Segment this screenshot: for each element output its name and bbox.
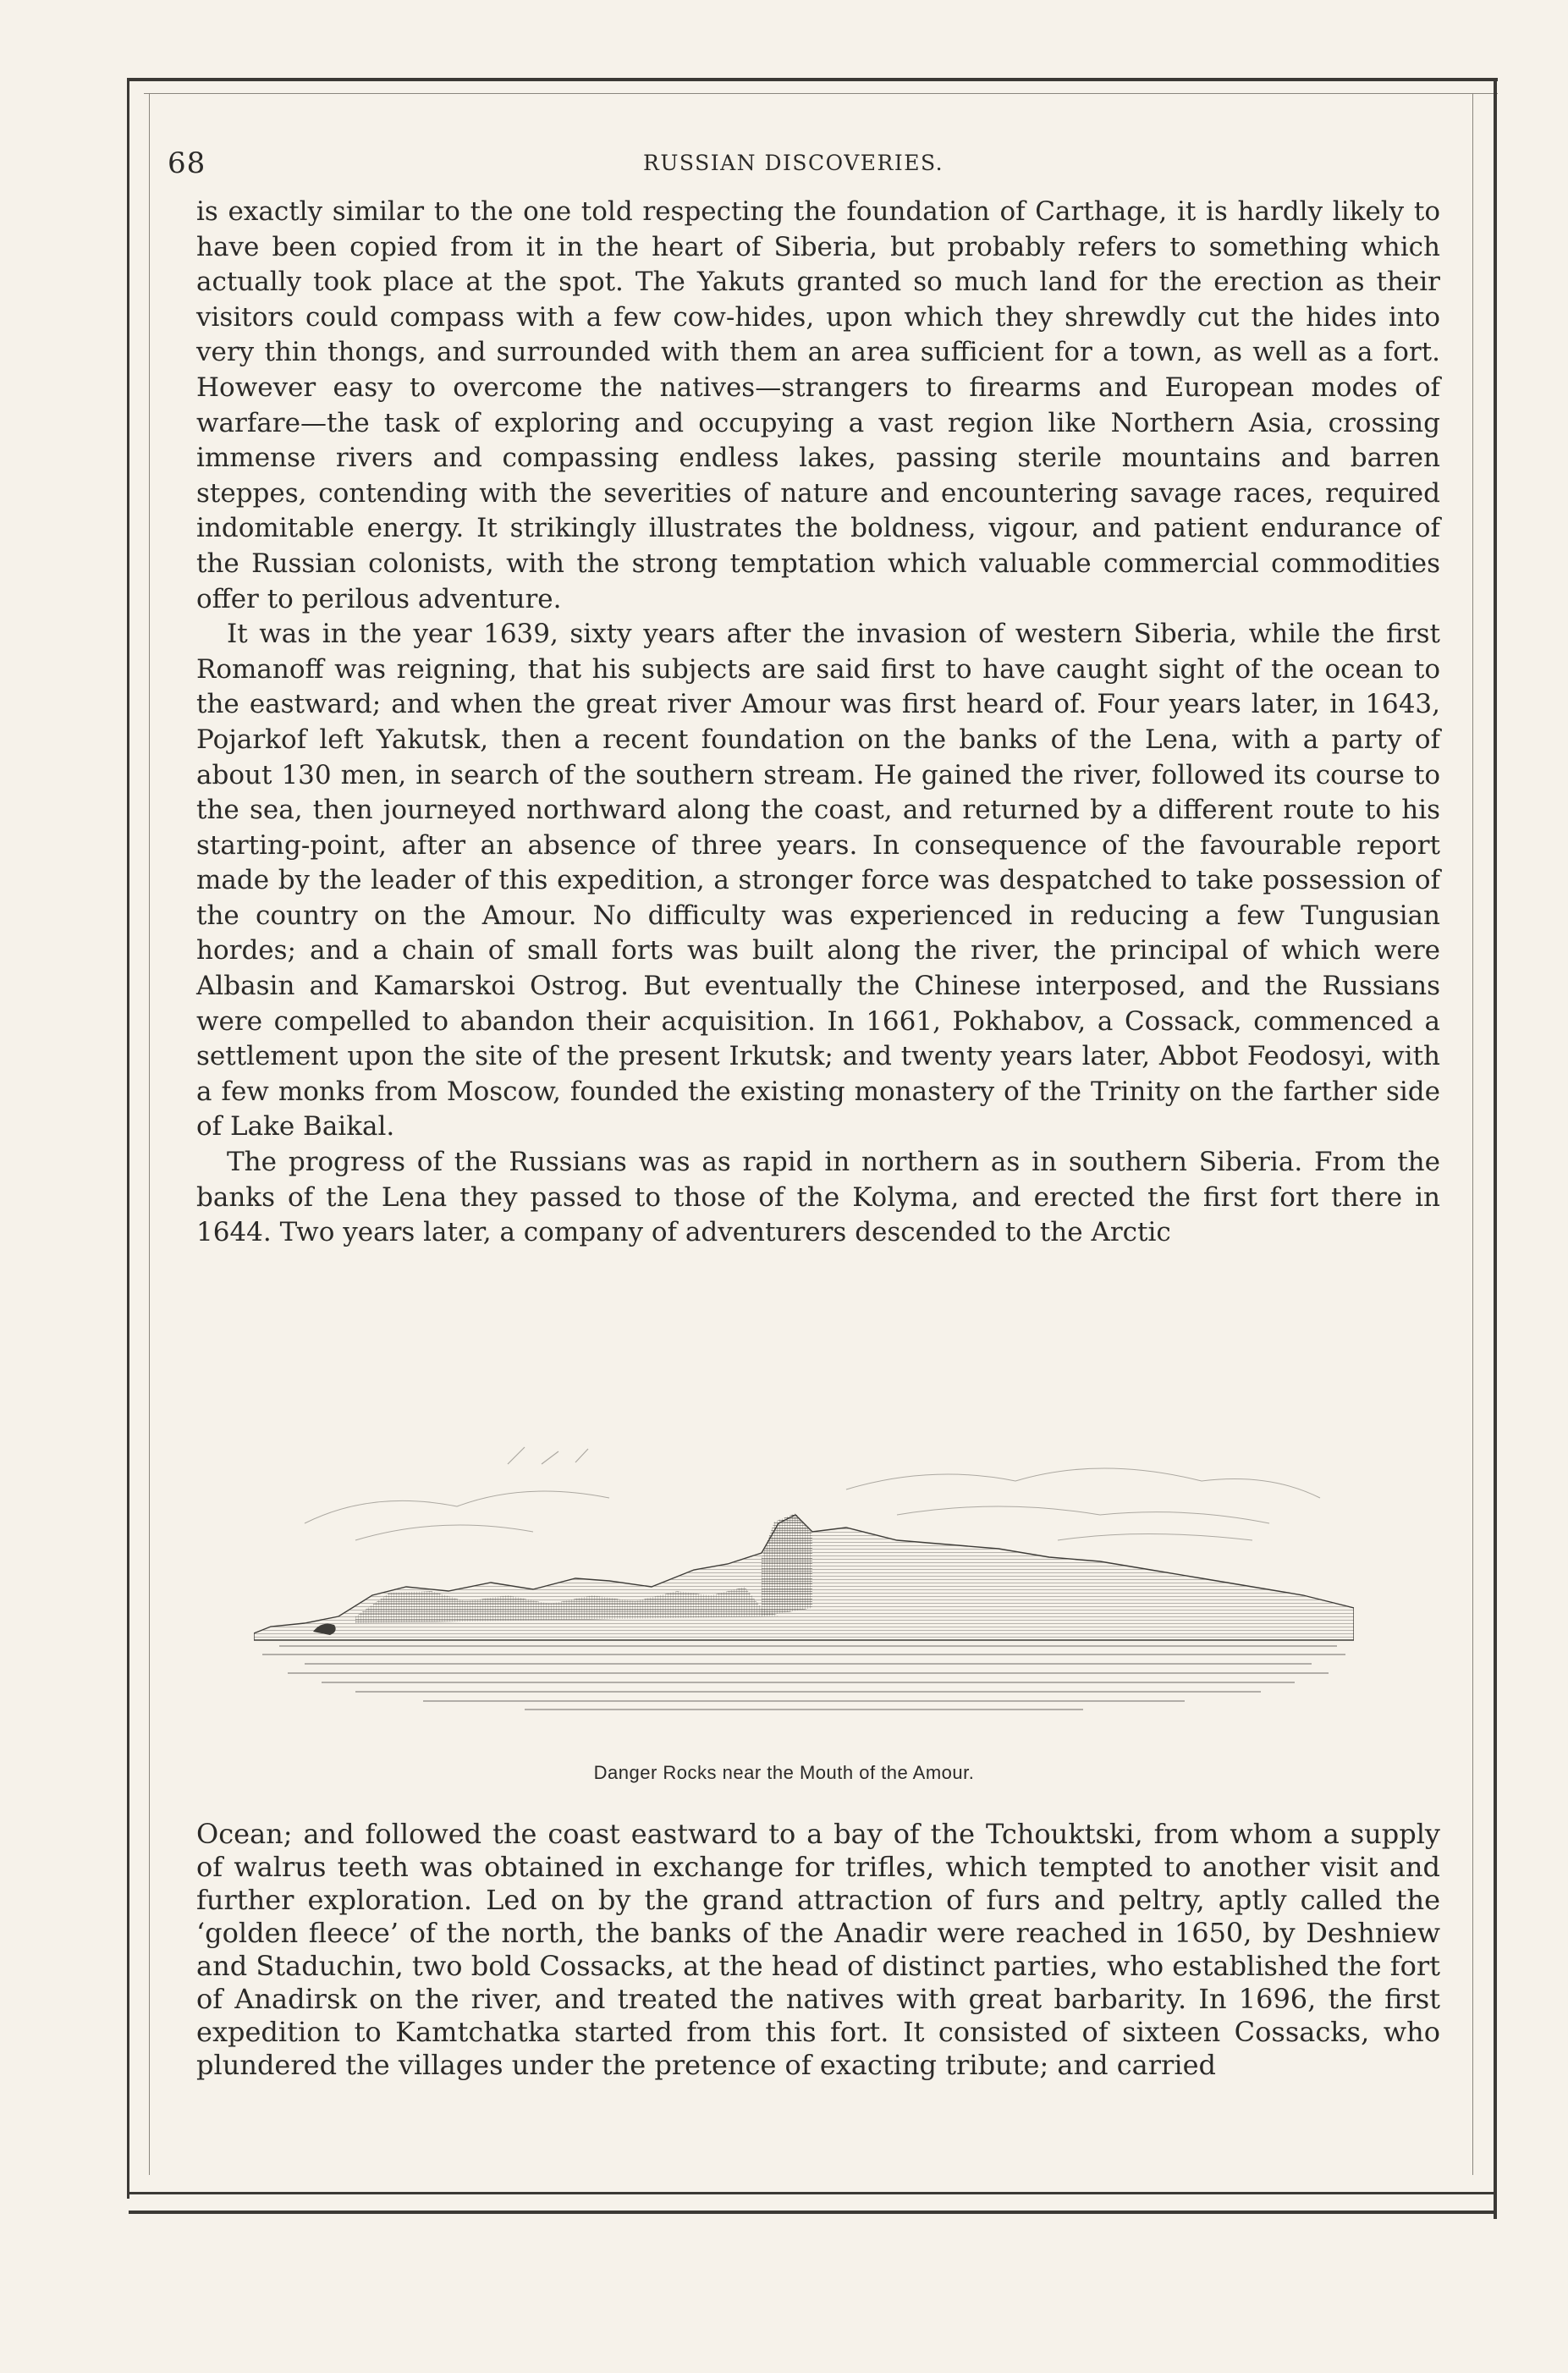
body-text-bottom [196,1818,1440,2082]
running-head: RUSSIAN DISCOVERIES. [643,151,944,175]
frame-border-bottom [129,2192,1496,2194]
paragraph: It was in the year 1639, sixty years after the invasion of western Siberia, while the first Romanoff was reigning, that his subjects are said first to have caught sight of the ocean to the eastward; and when the great river Amour was first heard of. Four years later, in 1643, Pojarkof left Yakutsk, then a recent foundation on the banks of the Lena, with a party of about 130 men, in search of the southern stream. He gained the river, followed its course to the sea, then journeyed northward along the coast, and returned by a different route to his starting-point, after an absence of three years. In consequence of the favourable report made by the leader of this expedition, a stronger force was despatched to take possession of the country on the Amour. No difficulty was experienced in reducing a few Tungusian hordes; and a chain of small forts was built along the river, the principal of which were Albasin and Kamarskoi Ostrog. But eventually the Chinese interposed, and the Russians were compelled to abandon their acquisition. In 1661, Pokhabov, a Cossack, commenced a settlement upon the site of the present Irkutsk; and twenty years later, Abbot Feodosyi, with a few monks from Moscow, founded the existing monastery of the Trinity on the farther side of Lake Baikal. [196,619,1440,1142]
frame-border-left [127,78,129,2199]
frame-border-bottom-outer [129,2211,1496,2214]
paragraph: is exactly similar to the one told respecting the foundation of Carthage, it is hardly likely to have been copied from it in the heart of Siberia, but probably refers to something which actually took place at the spot. The Yakuts granted so much land for the erection as their visitors could compass with a few cow-hides, upon which they shrewdly cut the hides into very thin thongs, and surrounded with them an area sufficient for a town, as well as a fort. However easy to overcome the natives—strangers to firearms and European modes of warfare—the task of exploring and occupying a vast region like Northern Asia, crossing immense rivers and compassing endless lakes, passing sterile mountains and barren steppes, contending with the severities of nature and encountering savage races, required indomitable energy. It strikingly illustrates the boldness, vigour, and patient endurance of the Russian colonists, with the strong temptation which valuable commercial commodities offer to perilous adventure. [196,196,1440,614]
frame-border-top [127,78,1498,81]
engraving-danger-rocks [254,1413,1354,1718]
paragraph: The progress of the Russians was as rapid in northern as in southern Siberia. From the banks of the Lena they passed to those of the Kolyma, and erected the first fort there in 1644. Two years later, a company of adventurers descended to the Arctic [196,1147,1440,1248]
sky-clouds [305,1447,1320,1540]
figure-caption: Danger Rocks near the Mouth of the Amour. [593,1762,975,1783]
frame-border-left-inner [149,93,150,2175]
page-number: 68 [168,146,206,180]
water-lines [262,1646,1345,1710]
frame-border-right-inner [1472,93,1473,2175]
rocky-coastline [254,1513,1354,1640]
body-text-top [196,195,1440,1251]
paragraph: Ocean; and followed the coast eastward to a bay of the Tchouktski, from whom a supply of walrus teeth was obtained in exchange for trifles, which tempted to another visit and further exploration. Led on by the grand attraction of furs and peltry, aptly called the ‘golden fleece’ of the north, the banks of the Anadir were reached in 1650, by Deshniew and Staduchin, two bold Cossacks, at the head of distinct parties, who established the fort of Anadirsk on the river, and treated the natives with great barbarity. In 1696, the first expedition to Kamtchatka started from this fort. It consisted of sixteen Cossacks, who plundered the villages under the pretence of exacting tribute; and carried [196,1818,1440,2081]
frame-border-right [1494,78,1497,2219]
frame-border-top-inner [144,93,1498,94]
